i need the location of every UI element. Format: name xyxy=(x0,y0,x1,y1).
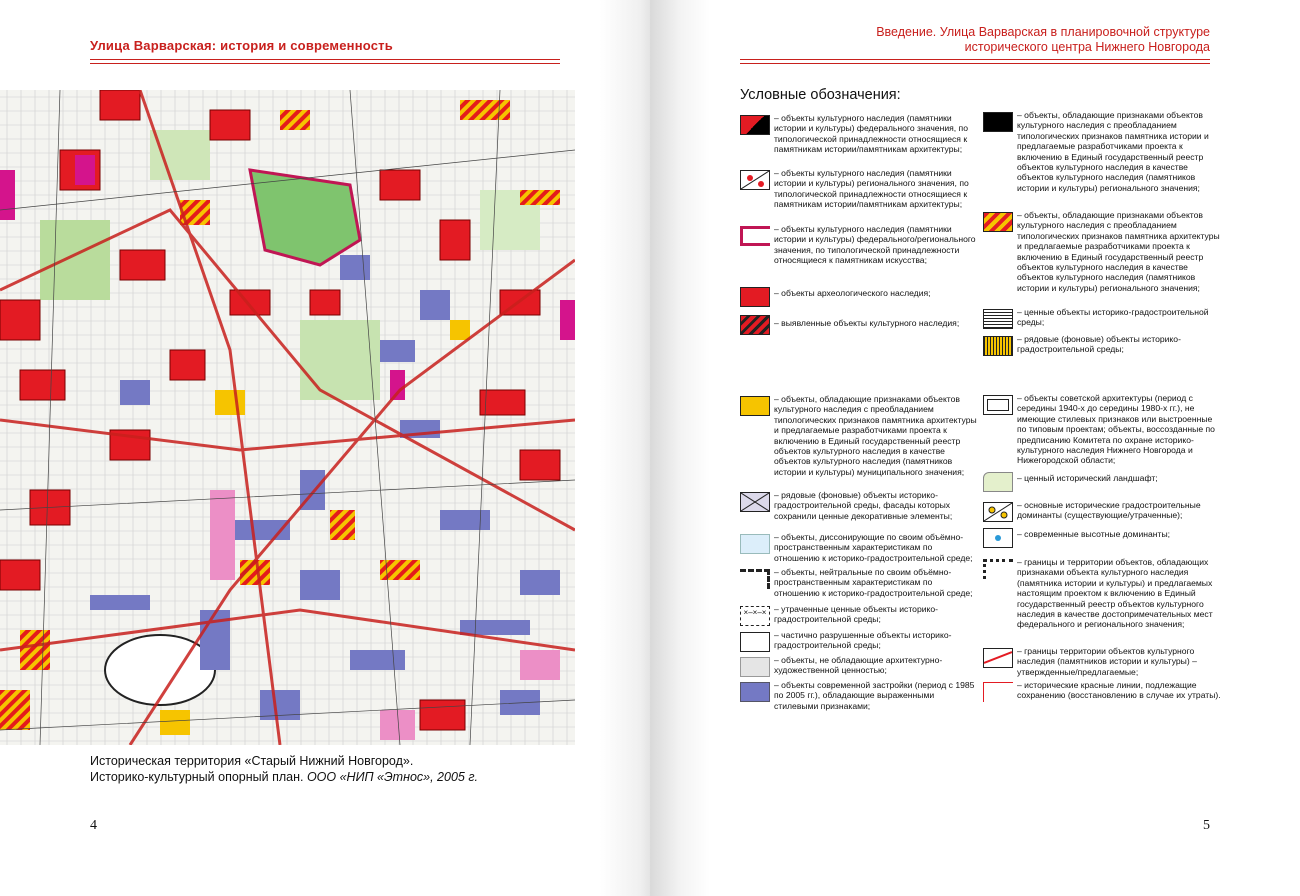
swatch-archaeological xyxy=(740,287,770,307)
header-rule xyxy=(90,59,560,60)
page-number-right: 5 xyxy=(1203,818,1210,833)
legend-text: – объекты, не обладающие архитектурно-художественной ценностью; xyxy=(774,655,943,676)
swatch-lost: ×–×–× xyxy=(740,606,770,626)
swatch-ordinary-decor xyxy=(740,492,770,512)
legend-item-neutral xyxy=(740,567,979,598)
swatch-regional xyxy=(740,170,770,190)
legend-text: – объекты археологического наследия; xyxy=(774,288,931,298)
caption-italic: ООО «НИП «Этнос», 2005 г. xyxy=(306,770,478,784)
swatch-neutral xyxy=(740,569,770,589)
legend-item-red-lines xyxy=(983,680,1222,702)
legend-text: – современные высотные доминанты; xyxy=(1017,529,1171,539)
legend-item-history-regional xyxy=(983,110,1222,193)
swatch-history-regional xyxy=(983,112,1013,132)
swatch-identified xyxy=(740,315,770,335)
legend-text: – объекты культурного наследия (памятники истории и культуры) федерального/регионального значения, по типологической принадлежности относящиеся к памятникам искусства; xyxy=(774,224,976,266)
legend-item-identified xyxy=(740,313,979,335)
legend-text: – объекты, обладающие признаками объектов культурного наследия с преобладанием типологических признаков памятника истории и предлагаемые разработчиками проекта к включению в Единый государственный реестр объектов культурного наследия в качестве объектов культурного наследия (памятников истории и культуры) регионального значения; xyxy=(1017,110,1209,193)
legend-text: – объекты, нейтральные по своим объёмно-пространственным характеристикам по отношению к историко-градостроительной среде; xyxy=(774,567,973,598)
caption-line-2 xyxy=(90,769,478,785)
legend-text: – объекты, диссонирующие по своим объёмно-пространственным характеристикам по отношению к историко-градостроительной среде; xyxy=(774,532,973,563)
legend-item-heritage-borders xyxy=(983,646,1222,677)
legend-item-architecture-regional xyxy=(983,210,1222,293)
legend-item-art xyxy=(740,224,979,266)
gutter-shadow-right xyxy=(650,0,710,896)
legend-text: – исторические красные линии, подлежащие сохранению (восстановлению в случае их утраты). xyxy=(1017,680,1221,701)
header-rule-right xyxy=(740,59,1210,60)
map-caption xyxy=(90,753,478,785)
caption-line-1: Историческая территория «Старый Нижний Новгород». xyxy=(90,754,414,768)
legend-item-regional xyxy=(740,168,979,210)
legend-text: – ценный исторический ландшафт; xyxy=(1017,473,1158,483)
legend-text: – объекты, обладающие признаками объектов культурного наследия с преобладанием типологических признаков памятника архитектуры и предлагаемые разработчиками проекта к включению в Единый государственный реестр объектов культурного наследия в качестве объектов культурного наследия (памятников истории и культуры) муниципального значения; xyxy=(774,394,977,477)
swatch-ordinary xyxy=(983,336,1013,356)
swatch-red-lines xyxy=(983,682,1013,702)
legend-text: – основные исторические градостроительные доминанты (существующие/утраченные); xyxy=(1017,500,1201,521)
swatch-federal xyxy=(740,115,770,135)
legend-item-valuable xyxy=(983,307,1222,329)
swatch-landscape xyxy=(983,472,1013,492)
swatch-art xyxy=(740,226,770,246)
header-rule-thin xyxy=(90,63,560,64)
legend-text: – рядовые (фоновые) объекты историко-градостроительной среды, фасады которых сохранили ценные декоративные элементы; xyxy=(774,490,953,521)
swatch-partly-destroyed xyxy=(740,632,770,652)
legend-item-ordinary xyxy=(983,334,1222,356)
legend-item-modern xyxy=(740,680,979,711)
legend-title: Условные обозначения: xyxy=(740,87,901,103)
legend-item-highrise xyxy=(983,526,1222,548)
swatch-landmark-areas xyxy=(983,559,1013,579)
legend-item-partly-destroyed xyxy=(740,630,979,652)
legend-text: – ценные объекты историко-градостроительной среды; xyxy=(1017,307,1209,328)
legend-item-no-value xyxy=(740,655,979,677)
legend-text: – рядовые (фоновые) объекты историко-градостроительной среды; xyxy=(1017,334,1181,355)
legend-text: – частично разрушенные объекты историко-градостроительной среды; xyxy=(774,630,952,651)
legend-text: – границы территории объектов культурного наследия (памятников истории и культуры) – утвержденные/предлагаемые; xyxy=(1017,646,1197,677)
swatch-valuable xyxy=(983,309,1013,329)
legend-text: – объекты культурного наследия (памятники истории и культуры) федерального значения, по типологической принадлежности относящиеся к памятникам истории/памятникам архитектуры; xyxy=(774,113,968,155)
legend-item-lost xyxy=(740,604,979,626)
legend-item-landmark-areas xyxy=(983,557,1222,630)
swatch-architecture-regional xyxy=(983,212,1013,232)
heritage-plan-map xyxy=(0,90,575,745)
legend-item-soviet xyxy=(983,393,1222,466)
legend-text: – границы и территории объектов, обладающих признаками объекта культурного наследия (памятника истории и культуры) и предлагаемых настоящим проектом к включению в Единый государственный реестр объектов культурного наследия в качестве достопримечательных мест федерального и регионального значения; xyxy=(1017,557,1213,630)
legend-item-ordinary-decor xyxy=(740,490,979,521)
swatch-municipal xyxy=(740,396,770,416)
swatch-modern xyxy=(740,682,770,702)
legend-text: – объекты современной застройки (период с 1985 по 2005 гг.), обладающие выраженными стилевыми признаками; xyxy=(774,680,975,711)
legend-item-dominants xyxy=(983,500,1222,522)
legend-text: – утраченные ценные объекты историко-градостроительной среды; xyxy=(774,604,939,625)
legend-item-landscape xyxy=(983,470,1222,492)
legend-item-archaeological xyxy=(740,285,979,307)
page-number-left: 4 xyxy=(90,818,97,833)
legend-text: – объекты, обладающие признаками объектов культурного наследия с преобладанием типологических признаков памятника архитектуры и предлагаемые разработчиками проекта к включению в Единый государственный реестр объектов культурного наследия в качестве объектов культурного наследия (памятников истории и культуры) регионального значения; xyxy=(1017,210,1220,293)
legend-text: – выявленные объекты культурного наследия; xyxy=(774,318,960,328)
legend-text: – объекты советской архитектуры (период с середины 1940-х до середины 1980-х гг.), не имеющие стилевых признаков или выстроенные по типовым проектам; объекты, воссозданные по предписанию Комитета по охране историко-культурного наследия Нижнего Новгорода и Нижегородской области; xyxy=(1017,393,1215,466)
swatch-no-value xyxy=(740,657,770,677)
legend-item-municipal xyxy=(740,394,979,477)
swatch-heritage-borders xyxy=(983,648,1013,668)
legend-text: – объекты культурного наследия (памятники истории и культуры) регионального значения, по типологической принадлежности относящиеся к памятникам истории/памятникам архитектуры; xyxy=(774,168,969,210)
swatch-highrise xyxy=(983,528,1013,548)
running-head-right xyxy=(810,25,1210,54)
header-rule-right-thin xyxy=(740,63,1210,64)
swatch-dominants xyxy=(983,502,1013,522)
running-head-line-1: Введение. Улица Варварская в планировочной структуре xyxy=(876,25,1210,39)
legend-item-federal xyxy=(740,113,979,155)
running-head-line-2: исторического центра Нижнего Новгорода xyxy=(964,39,1210,54)
right-page xyxy=(650,0,1300,896)
swatch-soviet xyxy=(983,395,1013,415)
running-head-left: Улица Варварская: история и современность xyxy=(90,38,393,53)
swatch-dissonant xyxy=(740,534,770,554)
caption-normal: Историко-культурный опорный план. xyxy=(90,770,307,784)
gutter-shadow-left xyxy=(600,0,650,896)
legend-item-dissonant xyxy=(740,532,979,563)
